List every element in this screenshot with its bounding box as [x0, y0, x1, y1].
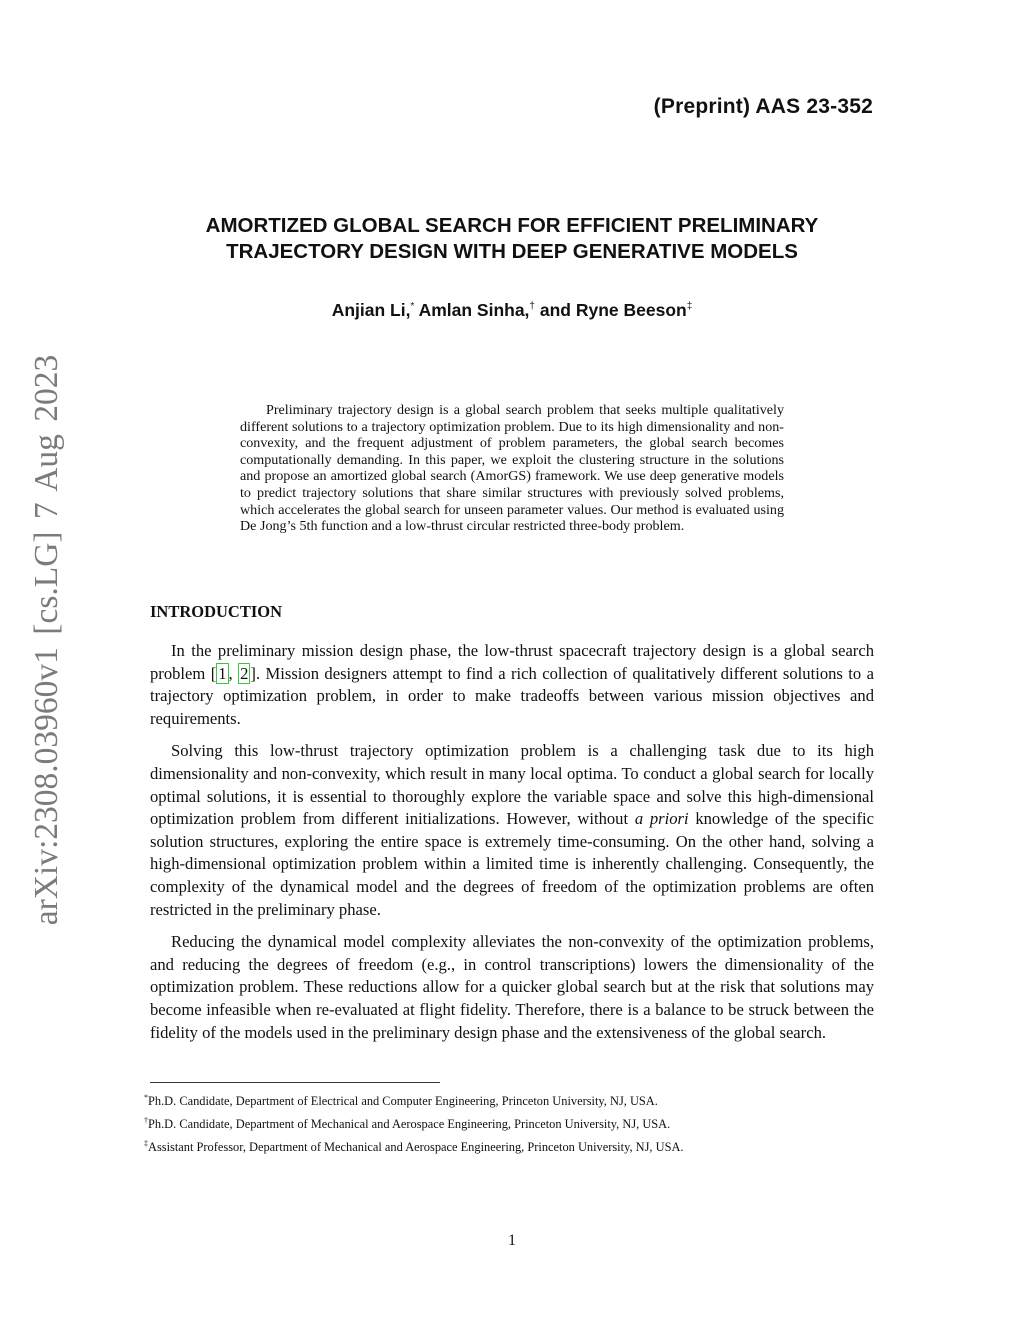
footnote-1-text: Ph.D. Candidate, Department of Electrical and Computer Engineering, Princeton University, NJ, USA.	[148, 1094, 658, 1108]
footnote-3-text: Assistant Professor, Department of Mechanical and Aerospace Engineering, Princeton University, NJ, USA.	[148, 1140, 684, 1154]
footnote-1	[144, 1088, 884, 1111]
author-1-mark: *	[410, 301, 415, 312]
intro-paragraph-1	[150, 640, 874, 730]
intro-p2-end: knowledge of the specific solution structures, exploring the entire space is extremely time-consuming. On the other hand, solving a high-dimensional optimization problem within a limited time is inherently challenging. Consequently, the complexity of the dynamical model and the degrees of freedom of the optimization problems are often restricted in the preliminary phase.	[150, 809, 874, 919]
intro-paragraph-3: Reducing the dynamical model complexity alleviates the non-convexity of the optimization problems, and reducing the degrees of freedom (e.g., in control transcriptions) lowers the dimensionality of the optimization problem. These reductions allow for a quicker global search but at the risk that solutions may become infeasible when re-evaluated at flight fidelity. Therefore, there is a balance to be struck between the fidelity of the models used in the preliminary design phase and the extensiveness of the global search.	[150, 932, 874, 1042]
page-number: 1	[508, 1232, 516, 1249]
author-1: Anjian Li,	[331, 300, 411, 320]
arxiv-identifier: arXiv:2308.03960v1 [cs.LG] 7 Aug 2023	[28, 354, 65, 926]
footnote-1-mark: *	[144, 1093, 148, 1102]
author-3: Ryne Beeson	[575, 300, 687, 320]
abstract-text: Preliminary trajectory design is a global search problem that seeks multiple qualitatively different solutions to a trajectory optimization problem. Due to its high dimensionality and non-convexity, and the frequent adjustment of problem parameters, the global search becomes computationally demanding. In this paper, we exploit the clustering structure in the solutions and propose an amortized global search (AmorGS) framework. We use deep generative models to predict trajectory solutions that share similar structures with previously solved problems, which accelerates the global search for unseen parameter values. Our method is evaluated using De Jong’s 5th function and a low-thrust circular restricted three-body problem.	[240, 402, 784, 535]
citation-link-1[interactable]: 1	[218, 663, 227, 683]
author-2: Amlan Sinha,	[418, 300, 530, 320]
author-3-mark: ‡	[686, 301, 693, 312]
introduction-body	[150, 640, 874, 1054]
author-2-mark: †	[529, 301, 535, 312]
preprint-label: (Preprint) AAS 23-352	[653, 95, 873, 118]
citation-link-2[interactable]: 2	[240, 663, 249, 683]
intro-p1-end: ]. Mission designers attempt to find a rich collection of qualitatively different solutions to a trajectory optimization problem, in order to make tradeoffs between various mission objectives and requirements.	[150, 663, 874, 728]
footnotes	[144, 1088, 884, 1157]
citation-separator: ,	[228, 663, 239, 683]
footnote-divider	[150, 1082, 440, 1083]
title-line-1: AMORTIZED GLOBAL SEARCH FOR EFFICIENT PRELIMINARY	[205, 214, 819, 237]
intro-p2-emphasis: a priori	[634, 809, 689, 829]
footnote-2-text: Ph.D. Candidate, Department of Mechanical and Aerospace Engineering, Princeton University, NJ, USA.	[148, 1117, 671, 1131]
abstract	[240, 402, 784, 535]
intro-p2-start: Solving this low-thrust trajectory optimization problem is a challenging task due to its high dimensionality and non-convexity, which result in many local optima. To conduct a global search for locally optimal solutions, it is essential to thoroughly explore the variable space and solve this high-dimensional optimization problem from different initializations. However, without	[150, 741, 874, 829]
author-conjunction: and	[539, 300, 571, 320]
footnote-3-mark: ‡	[144, 1139, 148, 1148]
footnote-2-mark: †	[144, 1116, 148, 1125]
footnote-3	[144, 1134, 884, 1157]
paper-title	[120, 213, 904, 265]
author-list	[120, 300, 904, 321]
intro-paragraph-2	[150, 740, 874, 921]
title-line-2: TRAJECTORY DESIGN WITH DEEP GENERATIVE MODELS	[226, 240, 798, 263]
section-heading-introduction: INTRODUCTION	[150, 602, 283, 621]
footnote-2	[144, 1111, 884, 1134]
intro-p1-start: In the preliminary mission design phase, the low-thrust spacecraft trajectory design is a global search problem [	[150, 641, 874, 683]
